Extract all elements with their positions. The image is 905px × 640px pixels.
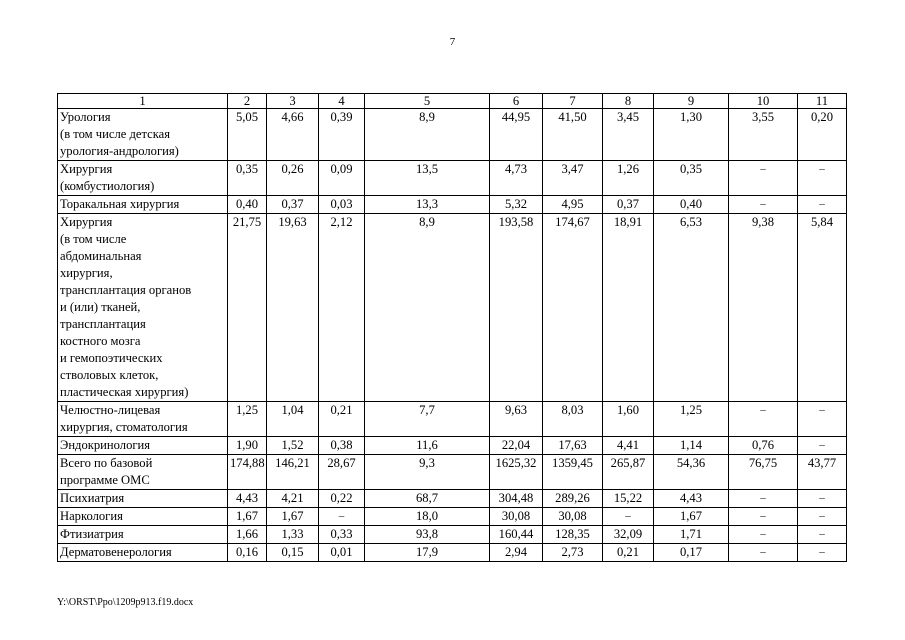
table-cell: 2,73 — [543, 544, 603, 562]
table-cell: 76,75 — [729, 455, 798, 490]
table-cell: 41,50 — [543, 109, 603, 161]
table-cell: 7,7 — [365, 402, 490, 437]
table-cell: 0,15 — [267, 544, 319, 562]
column-header: 6 — [490, 94, 543, 109]
column-header: 4 — [319, 94, 365, 109]
table-cell: 0,39 — [319, 109, 365, 161]
table-cell: – — [798, 544, 847, 562]
table-cell: 0,22 — [319, 490, 365, 508]
table-cell: – — [798, 437, 847, 455]
table-cell: – — [729, 544, 798, 562]
row-label: Наркология — [58, 508, 228, 526]
table-cell: 28,67 — [319, 455, 365, 490]
table-cell: 1,66 — [228, 526, 267, 544]
table-cell: 15,22 — [603, 490, 654, 508]
column-header: 3 — [267, 94, 319, 109]
table-cell: 146,21 — [267, 455, 319, 490]
table-cell: 1,33 — [267, 526, 319, 544]
table-cell: 4,95 — [543, 196, 603, 214]
table-cell: 13,5 — [365, 161, 490, 196]
column-header: 10 — [729, 94, 798, 109]
table-row — [58, 455, 847, 490]
table-cell: 5,05 — [228, 109, 267, 161]
table-cell: 0,20 — [798, 109, 847, 161]
table-cell: 8,9 — [365, 214, 490, 402]
table-cell: 1,14 — [654, 437, 729, 455]
table-cell: 1,25 — [654, 402, 729, 437]
table-header-row — [58, 94, 847, 109]
table-cell: 265,87 — [603, 455, 654, 490]
data-table — [57, 93, 847, 562]
table-cell: 289,26 — [543, 490, 603, 508]
table-cell: 3,55 — [729, 109, 798, 161]
table-cell: 0,16 — [228, 544, 267, 562]
table-cell: 0,33 — [319, 526, 365, 544]
table-cell: 1,90 — [228, 437, 267, 455]
table-cell: – — [603, 508, 654, 526]
table-cell: 9,3 — [365, 455, 490, 490]
table-cell: 174,67 — [543, 214, 603, 402]
table-cell: 0,37 — [267, 196, 319, 214]
table-body — [58, 109, 847, 562]
column-header: 9 — [654, 94, 729, 109]
table-cell: 0,21 — [319, 402, 365, 437]
table-cell: 13,3 — [365, 196, 490, 214]
table-cell: 4,43 — [654, 490, 729, 508]
table-cell: 8,9 — [365, 109, 490, 161]
column-header: 7 — [543, 94, 603, 109]
table-row — [58, 214, 847, 402]
table-row — [58, 437, 847, 455]
table-cell: 4,73 — [490, 161, 543, 196]
row-label: Всего по базовой программе ОМС — [58, 455, 228, 490]
table-cell: – — [798, 196, 847, 214]
table-cell: 68,7 — [365, 490, 490, 508]
table-cell: 9,63 — [490, 402, 543, 437]
table-row — [58, 508, 847, 526]
row-label: Фтизиатрия — [58, 526, 228, 544]
table-cell: 0,40 — [654, 196, 729, 214]
table-cell: 30,08 — [543, 508, 603, 526]
table-cell: 18,0 — [365, 508, 490, 526]
table-cell: 4,43 — [228, 490, 267, 508]
row-label: Торакальная хирургия — [58, 196, 228, 214]
table-cell: 5,84 — [798, 214, 847, 402]
table-row — [58, 161, 847, 196]
table-cell: 1,26 — [603, 161, 654, 196]
table-row — [58, 526, 847, 544]
table-cell: 6,53 — [654, 214, 729, 402]
column-header: 8 — [603, 94, 654, 109]
table-cell: 93,8 — [365, 526, 490, 544]
footer-file-path: Y:\ORST\Ppo\1209p913.f19.docx — [57, 597, 194, 608]
table-cell: 4,41 — [603, 437, 654, 455]
table-cell: 4,66 — [267, 109, 319, 161]
table-cell: 43,77 — [798, 455, 847, 490]
table-cell: 17,9 — [365, 544, 490, 562]
table-cell: 193,58 — [490, 214, 543, 402]
table-cell: – — [319, 508, 365, 526]
table-cell: – — [798, 161, 847, 196]
row-label: Дерматовенерология — [58, 544, 228, 562]
column-header: 1 — [58, 94, 228, 109]
table-row — [58, 402, 847, 437]
table-cell: 1,71 — [654, 526, 729, 544]
column-header: 5 — [365, 94, 490, 109]
table-cell: 0,76 — [729, 437, 798, 455]
table-cell: 22,04 — [490, 437, 543, 455]
row-label: Хирургия (комбустиология) — [58, 161, 228, 196]
row-label: Челюстно-лицевая хирургия, стоматология — [58, 402, 228, 437]
table-cell: 0,21 — [603, 544, 654, 562]
table-cell: 304,48 — [490, 490, 543, 508]
table-cell: 160,44 — [490, 526, 543, 544]
table-cell: 3,45 — [603, 109, 654, 161]
table-cell: – — [729, 526, 798, 544]
table-cell: 0,40 — [228, 196, 267, 214]
table-row — [58, 544, 847, 562]
table-cell: 0,38 — [319, 437, 365, 455]
table-cell: 128,35 — [543, 526, 603, 544]
table-cell: 0,35 — [654, 161, 729, 196]
table-cell: – — [798, 402, 847, 437]
table-cell: 1,04 — [267, 402, 319, 437]
table-cell: – — [729, 161, 798, 196]
table-cell: – — [729, 402, 798, 437]
table-cell: 19,63 — [267, 214, 319, 402]
table-cell: 8,03 — [543, 402, 603, 437]
table-cell: 2,12 — [319, 214, 365, 402]
table-cell: 0,09 — [319, 161, 365, 196]
table-cell: 0,26 — [267, 161, 319, 196]
table-cell: 54,36 — [654, 455, 729, 490]
row-label: Урология (в том числе детская урология-андрология) — [58, 109, 228, 161]
table-cell: 21,75 — [228, 214, 267, 402]
table-cell: 2,94 — [490, 544, 543, 562]
table-cell: 1,25 — [228, 402, 267, 437]
table-cell: 1,67 — [228, 508, 267, 526]
column-header: 2 — [228, 94, 267, 109]
table-row — [58, 196, 847, 214]
table-cell: 0,17 — [654, 544, 729, 562]
table-cell: 1359,45 — [543, 455, 603, 490]
table-cell: 174,88 — [228, 455, 267, 490]
table-cell: 9,38 — [729, 214, 798, 402]
row-label: Хирургия (в том числе абдоминальная хирургия, трансплантация органов и (или) тканей, трансплантация костного мозга и гемопоэтических стволовых клеток, пластическая хирургия) — [58, 214, 228, 402]
column-header: 11 — [798, 94, 847, 109]
table-cell: – — [729, 508, 798, 526]
table-row — [58, 490, 847, 508]
table-cell: – — [798, 490, 847, 508]
table-cell: 1,67 — [654, 508, 729, 526]
table-cell: – — [729, 196, 798, 214]
table-cell: 1,52 — [267, 437, 319, 455]
table-cell: 0,35 — [228, 161, 267, 196]
table-cell: – — [798, 508, 847, 526]
table-cell: – — [729, 490, 798, 508]
row-label: Психиатрия — [58, 490, 228, 508]
table-cell: 30,08 — [490, 508, 543, 526]
table-cell: 3,47 — [543, 161, 603, 196]
table-cell: 0,01 — [319, 544, 365, 562]
row-label: Эндокринология — [58, 437, 228, 455]
table-cell: 1,60 — [603, 402, 654, 437]
table-row — [58, 109, 847, 161]
table-cell: 11,6 — [365, 437, 490, 455]
table-cell: 1625,32 — [490, 455, 543, 490]
table-cell: 1,30 — [654, 109, 729, 161]
table-cell: 18,91 — [603, 214, 654, 402]
table-cell: 1,67 — [267, 508, 319, 526]
table-cell: 32,09 — [603, 526, 654, 544]
table-cell: 44,95 — [490, 109, 543, 161]
table-cell: 5,32 — [490, 196, 543, 214]
table-cell: 0,03 — [319, 196, 365, 214]
table-cell: – — [798, 526, 847, 544]
table-cell: 4,21 — [267, 490, 319, 508]
table-cell: 0,37 — [603, 196, 654, 214]
page-number: 7 — [449, 36, 456, 48]
table-cell: 17,63 — [543, 437, 603, 455]
